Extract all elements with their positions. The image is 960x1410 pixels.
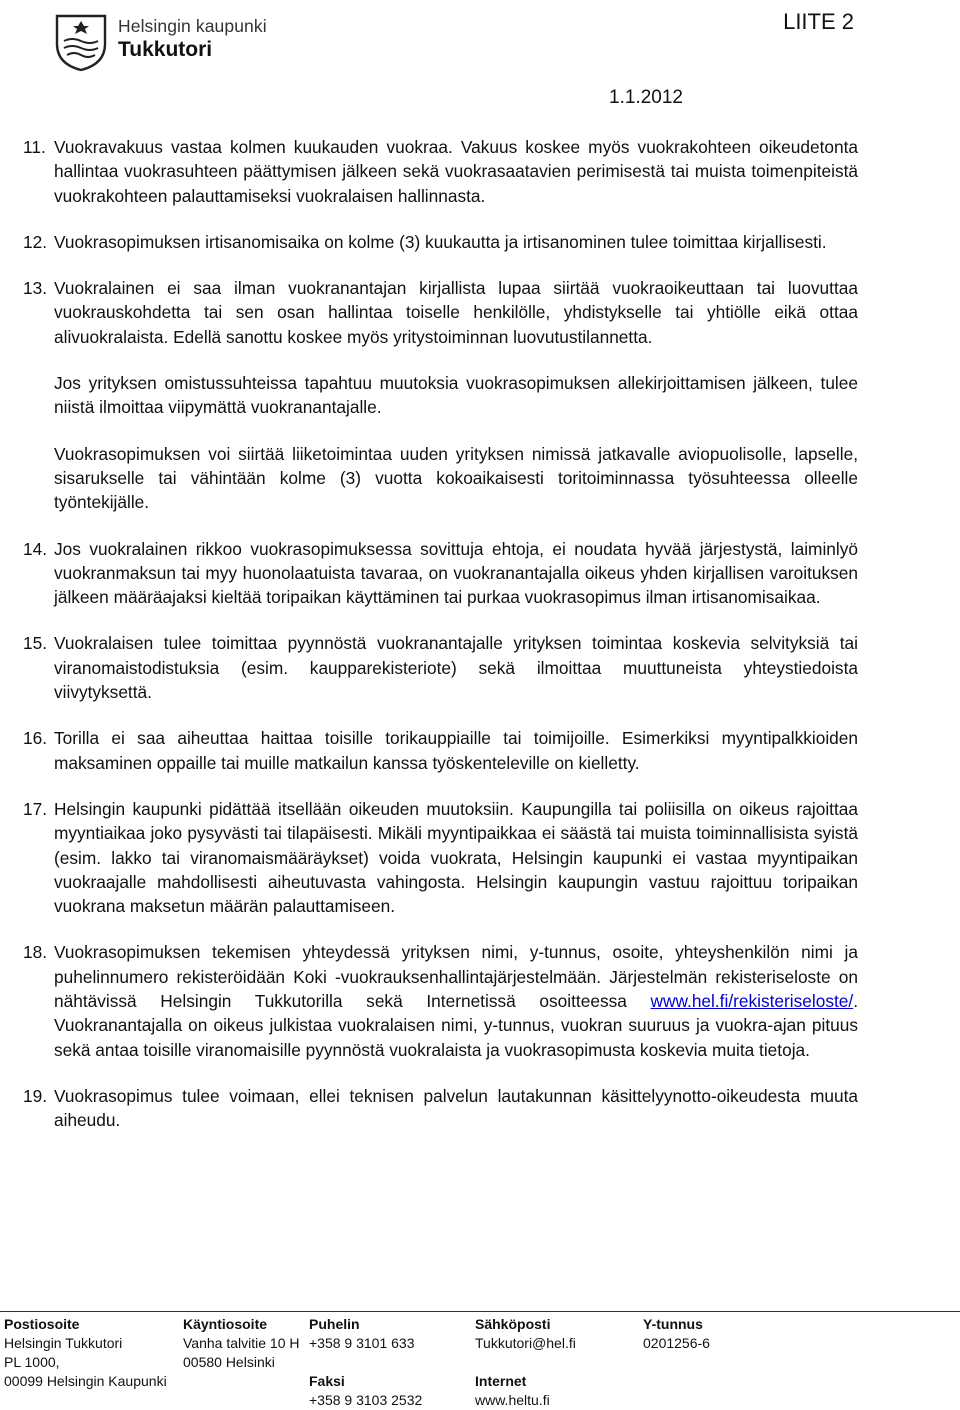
term-18 [23,940,858,1061]
footer-value: 00099 Helsingin Kaupunki [4,1373,167,1389]
term-11 [23,135,858,208]
term-paragraph: Vuokrasopimuksen voi siirtää liiketoimintaa uuden yrityksen nimissä jatkavalle aviopuolisolle, lapselle, sisarukselle tai vähintään kolme (3) vuotta kokoaikaisesti toritoiminnassa työsuhteessa olleelle työntekijälle. [54,443,858,513]
term-13 [23,276,858,514]
term-paragraph: Jos vuokralainen rikkoo vuokrasopimuksessa sovittuja ehtoja, ei noudata hyvää järjestystä, laiminlyö vuokranmaksun tai myy huonolaatuista tavaraa, on vuokranantajalla oikeus yhden kirjallisen varoituksen jälkeen määräajaksi kieltää toripaikan käyttäminen tai purkaa vuokrasopimus ilman irtisanomisaikaa. [54,538,858,608]
term-number: 16. [23,728,48,749]
term-17 [23,797,858,918]
footer-internet-value[interactable]: www.heltu.fi [475,1392,550,1408]
term-paragraph: Vuokralainen ei saa ilman vuokranantajan kirjallista lupaa siirtää vuokraoikeuttaan tai luovuttaa vuokrauskohdetta tai sen osan hallintaa toiselle henkilölle, yhdistykselle tai yhtiölle eikä ottaa alivuokralaista. Edellä sanottu koskee myös yritystoiminnan luovutustilannetta. [54,278,858,347]
term-19 [23,1084,858,1133]
term-number: 12. [23,231,48,252]
term-paragraph: Jos yrityksen omistussuhteissa tapahtuu muutoksia vuokrasopimuksen allekirjoittamisen jälkeen, tulee niistä ilmoittaa viipymättä vuokranantajalle. [54,373,858,418]
term-number: 11. [23,137,46,157]
department-name: Tukkutori [118,38,213,61]
term-number: 19. [23,1085,48,1106]
footer-value: PL 1000, [4,1354,60,1370]
term-text: Vuokrasopimuksen tekemisen yhteydessä yrityksen nimi, y-tunnus, osoite, yhteyshenkilön nimi ja puhelinnumero rekisteröidään Koki -vuokrauksenhallintajärjestelmään. Järjestelmän rekisteriseloste on nähtävissä Helsingin Tukkutorilla sekä Internetissä osoitteessa [54,942,858,1012]
footer-visiting-address [183,1315,299,1372]
term-15 [23,631,858,704]
footer-label: Postiosoite [4,1316,80,1332]
footer-value: Helsingin Tukkutori [4,1335,123,1351]
footer-label: Sähköposti [475,1316,551,1332]
logo-wordmark [118,16,267,62]
term-paragraph [54,940,858,1061]
footer-label: Puhelin [309,1316,360,1332]
term-number: 14. [23,538,48,559]
page-header [0,0,960,120]
city-name: Helsingin kaupunki [118,16,267,36]
term-paragraph: Vuokralaisen tulee toimittaa pyynnöstä vuokranantajalle yrityksen toimintaa koskevia selvityksiä tai viranomaistodistuksia (esim. kaupparekisteriote) sekä ilmoittaa muuttuneista yhteystiedoista viivytyksettä. [54,633,858,703]
term-paragraph: Vuokrasopimuksen irtisanomisaika on kolme (3) kuukautta ja irtisanominen tulee toimittaa kirjallisesti. [54,231,827,252]
footer-divider [0,1311,960,1312]
page-footer [0,1298,960,1408]
footer-business-id [643,1315,710,1353]
footer-value: 0201256-6 [643,1335,710,1351]
term-number: 17. [23,798,48,819]
footer-email [475,1315,576,1410]
footer-value: +358 9 3101 633 [309,1335,415,1351]
footer-postal-address [4,1315,167,1391]
document-date: 1.1.2012 [609,87,683,108]
term-16 [23,726,858,775]
term-text: . Vuokranantajalla on oikeus julkistaa vuokralaisen nimi, y-tunnus, vuokran suuruus ja vuokra-ajan pituus sekä antaa toisille viranomaisille pyynnöstä vuokralaista ja vuokrasopimusta koskevia muita tietoja. [54,991,858,1060]
footer-value: Vanha talvitie 10 H [183,1335,300,1351]
register-description-link[interactable]: www.hel.fi/rekisteriseloste/ [650,991,854,1012]
term-paragraph: Vuokrasopimus tulee voimaan, ellei teknisen palvelun lautakunnan käsittelyynotto-oikeudesta muuta aiheudu. [54,1085,858,1131]
term-12 [23,230,858,254]
footer-label: Faksi [309,1373,345,1389]
term-14 [23,537,858,610]
term-number: 18. [23,942,48,963]
footer-value: 00580 Helsinki [183,1354,275,1370]
term-number: 15. [23,633,48,654]
footer-value: +358 9 3103 2532 [309,1392,423,1408]
footer-label: Käyntiosoite [183,1316,268,1332]
term-paragraph: Helsingin kaupunki pidättää itsellään oikeuden muutoksiin. Kaupungilla tai poliisilla on oikeus rajoittaa myyntiaikaa joko pysyvästi tai tilapäisesti. Mikäli myyntipaikkaa ei säästä tai muista toiminnallisista syistä (esim. lakko tai viranomaismääräykset) voida vuokrata, Helsingin kaupunki ei vastaa myyntipaikan vuokraajalle mahdollisesti aiheutuvasta vahingosta. Helsingin kaupungin vastuu rajoittuu toripaikan vuokrana maksetun määrän palauttamiseen. [54,798,858,917]
helsinki-crest-icon [55,14,107,72]
terms-list [23,135,858,1155]
footer-label: Y-tunnus [643,1316,703,1332]
footer-phone [309,1315,422,1410]
term-paragraph: Vuokravakuus vastaa kolmen kuukauden vuokraa. Vakuus koskee myös vuokrakohteen oikeudetonta hallintaa vuokrasuhteen päättymisen jälkeen sekä vuokrasaatavien perimisestä tai muista toimenpiteistä vuokrakohteen palauttamiseksi vuokralaisen hallinnasta. [54,137,858,206]
footer-label: Internet [475,1373,527,1389]
attachment-label: LIITE 2 [783,9,854,34]
term-number: 13. [23,278,48,299]
footer-email-value[interactable]: Tukkutori@hel.fi [475,1335,576,1351]
term-paragraph: Torilla ei saa aiheuttaa haittaa toisille torikauppiaille tai toimijoille. Esimerkiksi myyntipalkkioiden maksaminen oppaille tai muille matkailun kanssa työskenteleville on kielletty. [54,728,858,773]
